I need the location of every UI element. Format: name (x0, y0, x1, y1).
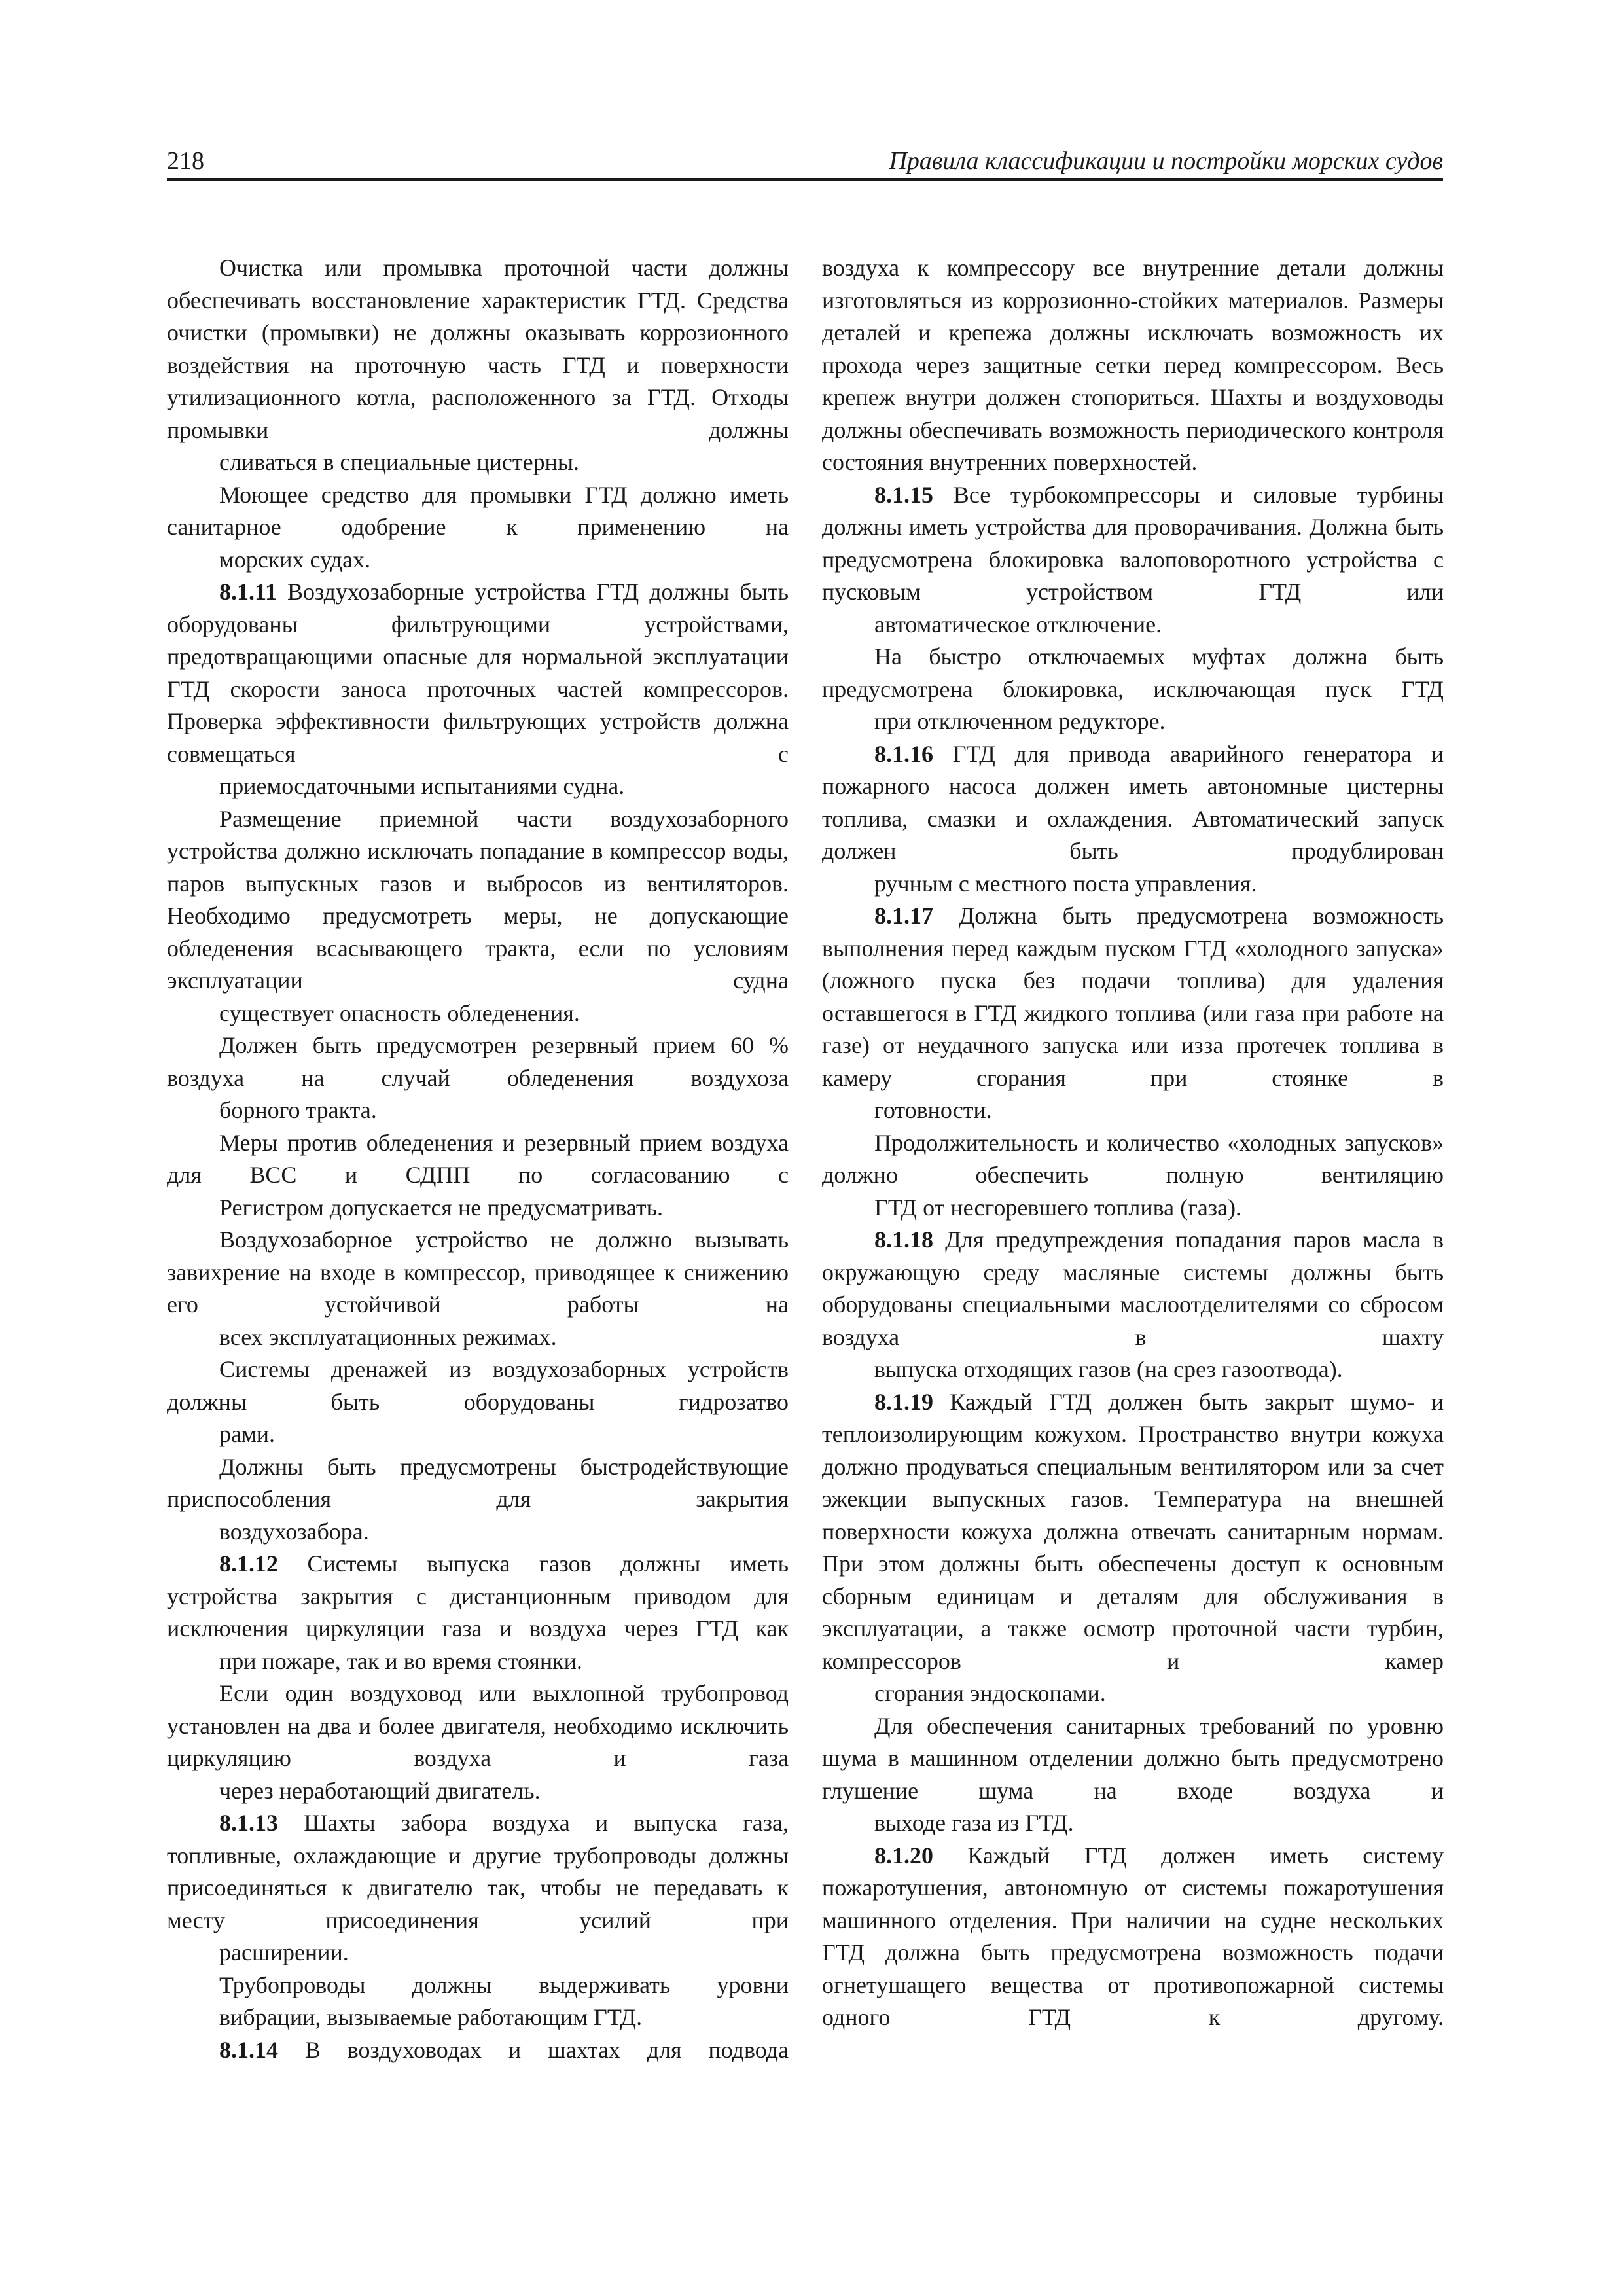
paragraph (167, 1354, 789, 1451)
paragraph-last-line: выпуска отходящих газов (на срез газоотвода). (874, 1356, 1343, 1382)
paragraph (167, 2034, 789, 2067)
paragraph-last-line: выходе газа из ГТД. (874, 1810, 1074, 1836)
clause-number: 8.1.17 (874, 903, 933, 929)
clause-number: 8.1.16 (874, 740, 933, 767)
paragraph-last-line: рами. (219, 1421, 276, 1447)
paragraph (167, 1677, 789, 1807)
paragraph-last-line: сгорания эндоскопами. (874, 1680, 1106, 1706)
paragraph-text: Для обеспечения санитарных требований по уровню шума в машинном отделении должно быть предусмотрено глушение шума на входе воздуха и (822, 1712, 1444, 1804)
clause-number: 8.1.19 (874, 1388, 933, 1415)
paragraph-last-line: ГТД от несгоревшего топлива (газа). (874, 1194, 1242, 1221)
paragraph-last-line: при отключенном редукторе. (874, 708, 1166, 734)
paragraph-text: Если один воздуховод или выхлопной трубопровод установлен на два и более двигателя, необходимо исключить циркуляцию воздуха и газа (167, 1680, 789, 1771)
paragraph-text: Системы дренажей из воздухозаборных устройств должны быть оборудованы гидрозатво (167, 1356, 789, 1415)
paragraph (822, 1840, 1444, 2034)
paragraph (167, 252, 789, 479)
paragraph-text: Каждый ГТД должен быть закрыт шумо- и теплоизолирующим кожухом. Пространство внутри кожуха должно продуваться специальным вентилятором или за счет эжекции выпускных газов. Температура на внешней поверхности кожуха должна отвечать санитарным нормам. При этом должны быть обеспечены доступ к основным сборным единицам и деталям для обслуживания в эксплуатации, а также осмотр проточной части турбин, компрессоров и камер (822, 1388, 1444, 1674)
paragraph-text: ГТД для привода аварийного генератора и пожарного насоса должен иметь автономные цистерны топлива, смазки и охлаждения. Автоматический запуск должен быть продублирован (822, 740, 1444, 864)
paragraph-last-line: приемосдаточными испытаниями судна. (219, 773, 625, 799)
paragraph-text: В воздуховодах и шахтах для подвода (278, 2036, 789, 2063)
paragraph-last-line: ручным с местного поста управления. (874, 870, 1257, 897)
paragraph-text: Воздухозаборные устройства ГТД должны быть оборудованы фильтрующими устройствами, предотвращающими опасные для нормальной эксплуатации ГТД скорости заноса проточных частей компрессоров. Проверка эффективности фильтрующих устройств должна совмещаться с (167, 579, 789, 767)
paragraph-last-line: существует опасность обледенения. (219, 999, 580, 1026)
paragraph-text: На быстро отключаемых муфтах должна быть предусмотрена блокировка, исключающая пуск ГТД (822, 643, 1444, 702)
paragraph-last-line: расширении. (219, 1939, 349, 1965)
paragraph (167, 1807, 789, 1969)
paragraph (167, 1969, 789, 2034)
paragraph-text: воздуха к компрессору все внутренние детали должны изготовляться из коррозионно-стойких материалов. Размеры деталей и крепежа должны исключать возможность их прохода через защитные сетки перед компрессором. Весь крепеж внутри должен стопориться. Шахты и воздуховоды должны обеспечивать возможность периодического контроля (822, 255, 1444, 443)
paragraph-text: Продолжительность и количество «холодных запусков» должно обеспечить полную вентиляцию (822, 1129, 1444, 1188)
paragraph-last-line: состояния внутренних поверхностей. (822, 449, 1198, 475)
paragraph (167, 479, 789, 577)
paragraph-last-line: вибрации, вызываемые работающим ГТД. (219, 2004, 643, 2030)
clause-number: 8.1.12 (219, 1551, 278, 1577)
paragraph (822, 1710, 1444, 1840)
paragraph-last-line: Регистром допускается не предусматривать. (219, 1194, 664, 1221)
page-number: 218 (167, 147, 204, 175)
paragraph-last-line: готовности. (874, 1097, 992, 1123)
paragraph (167, 1548, 789, 1677)
paragraph (167, 1030, 789, 1127)
clause-number: 8.1.11 (219, 579, 277, 605)
running-title: Правила классификации и постройки морских судов (889, 147, 1443, 175)
clause-number: 8.1.14 (219, 2036, 278, 2063)
paragraph (167, 803, 789, 1030)
clause-number: 8.1.18 (874, 1227, 933, 1253)
paragraph-text: Должны быть предусмотрены быстродействующие приспособления для закрытия (167, 1453, 789, 1512)
clause-number: 8.1.20 (874, 1842, 933, 1869)
paragraph (167, 576, 789, 803)
left-column (167, 252, 789, 2066)
paragraph (822, 900, 1444, 1127)
paragraph-text: Меры против обледенения и резервный прием воздуха для ВСС и СДПП по согласованию с (167, 1129, 789, 1188)
paragraph (167, 1451, 789, 1549)
paragraph (822, 1127, 1444, 1225)
right-column (822, 252, 1444, 2034)
paragraph-last-line: морских судах. (219, 546, 371, 573)
paragraph-text: Моющее средство для промывки ГТД должно иметь санитарное одобрение к применению на (167, 481, 789, 540)
paragraph-last-line: через неработающий двигатель. (219, 1777, 541, 1804)
paragraph-text: Системы выпуска газов должны иметь устройства закрытия с дистанционным приводом для исключения циркуляции газа и воздуха через ГТД как (167, 1551, 789, 1641)
paragraph-text: Размещение приемной части воздухозаборного устройства должно исключать попадание в компрессор воды, паров выпускных газов и выбросов из вентиляторов. Необходимо предусмотреть меры, не допускающие обледенения всасывающего тракта, если по условиям эксплуатации судна (167, 805, 789, 994)
page-header (167, 143, 1443, 181)
paragraph-last-line: сливаться в специальные цистерны. (219, 449, 580, 475)
clause-number: 8.1.13 (219, 1810, 278, 1836)
paragraph-last-line: всех эксплуатационных режимах. (219, 1323, 557, 1350)
paragraph (822, 479, 1444, 641)
paragraph-last-line: при пожаре, так и во время стоянки. (219, 1647, 582, 1674)
paragraph-text: Для предупреждения попадания паров масла в окружающую среду масляные системы должны быть оборудованы специальными маслоотделителями со сбросом воздуха в шахту (822, 1227, 1444, 1350)
paragraph (822, 738, 1444, 901)
clause-number: 8.1.15 (874, 481, 933, 508)
paragraph (167, 1224, 789, 1354)
paragraph-last-line: автоматическое отключение. (874, 611, 1162, 637)
paragraph (822, 1224, 1444, 1386)
paragraph-text: Очистка или промывка проточной части должны обеспечивать восстановление характеристик ГТД. Средства очистки (промывки) не должны оказывать коррозионного воздействия на проточную часть ГТД и поверхности утилизационного котла, расположенного за ГТД. Отходы промывки должны (167, 255, 789, 443)
paragraph-text: Воздухозаборное устройство не должно вызывать завихрение на входе в компрессор, приводящее к снижению его устойчивой работы на (167, 1227, 789, 1318)
paragraph-last-line: борного тракта. (219, 1097, 377, 1123)
paragraph-text: Должна быть предусмотрена возможность выполнения перед каждым пуском ГТД «холодного запуска» (ложного пуска без подачи топлива) для удаления оставшегося в ГТД жидкого топлива (или газа при работе на газе) от неудачного запуска или изза протечек топлива в камеру сгорания при стоянке в (822, 903, 1444, 1091)
paragraph (822, 641, 1444, 738)
paragraph-text: Шахты забора воздуха и выпуска газа, топливные, охлаждающие и другие трубопроводы должны присоединяться к двигателю так, чтобы не передавать к месту присоединения усилий при (167, 1810, 789, 1933)
paragraph (167, 1127, 789, 1225)
paragraph-text: Каждый ГТД должен иметь систему пожаротушения, автономную от системы пожаротушения машинного отделения. При наличии на судне нескольких ГТД должна быть предусмотрена возможность подачи огнетушащего вещества от противопожарной системы одного ГТД к другому. (822, 1842, 1444, 2030)
paragraph-text: Должен быть предусмотрен резервный прием 60 % воздуха на случай обледенения воздухоза (167, 1032, 789, 1091)
paragraph (822, 252, 1444, 479)
paragraph-text: Все турбокомпрессоры и силовые турбины должны иметь устройства для проворачивания. Должна быть предусмотрена блокировка валоповоротного устройства с пусковым устройством ГТД или (822, 481, 1444, 605)
paragraph-text: Трубопроводы должны выдерживать уровни (219, 1971, 789, 1998)
paragraph-last-line: воздухозабора. (219, 1518, 369, 1545)
paragraph (822, 1386, 1444, 1710)
